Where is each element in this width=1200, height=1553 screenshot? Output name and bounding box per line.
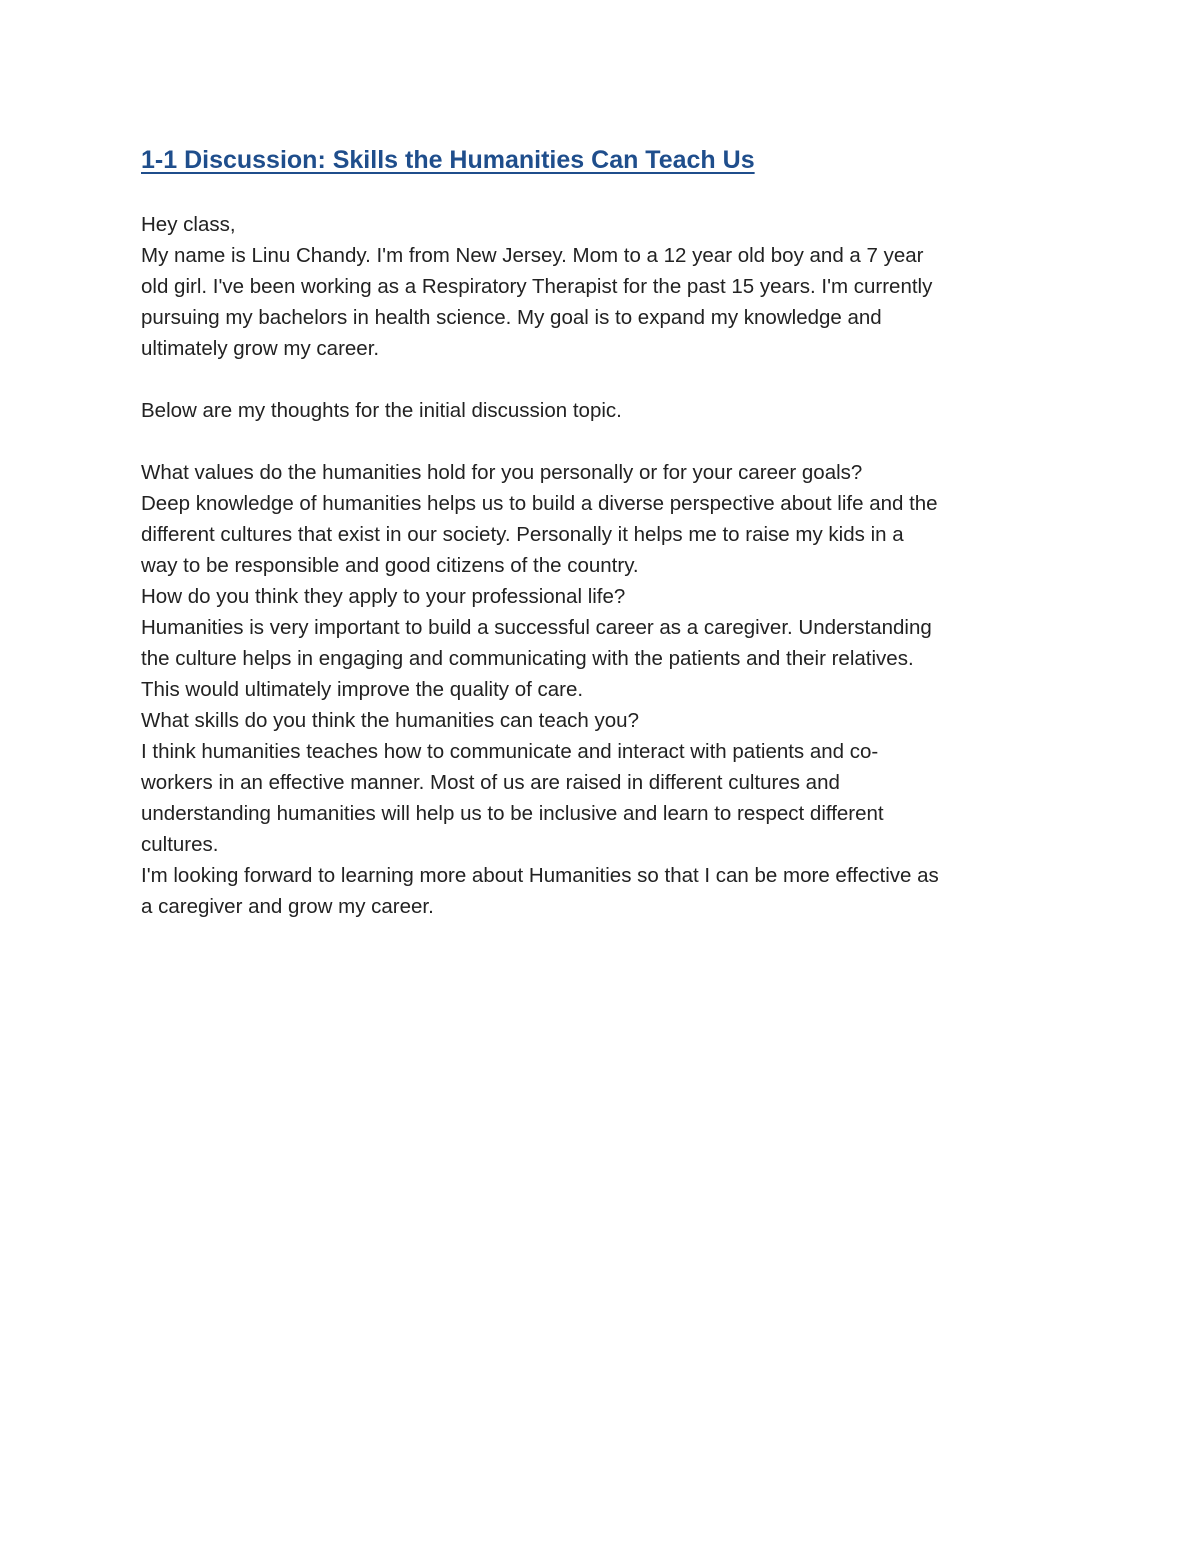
answer-line: workers in an effective manner. Most of us are raised in different cultures and [141,771,840,794]
lead-in-line: Below are my thoughts for the initial discussion topic. [141,399,622,422]
intro-line: old girl. I've been working as a Respiratory Therapist for the past 15 years. I'm currently [141,275,933,298]
document-title-link[interactable]: 1-1 Discussion: Skills the Humanities Can Teach Us [141,146,755,174]
question-line: How do you think they apply to your professional life? [141,585,626,608]
greeting-line: Hey class, [141,213,236,236]
intro-line: My name is Linu Chandy. I'm from New Jersey. Mom to a 12 year old boy and a 7 year [141,244,924,267]
answer-line: the culture helps in engaging and communicating with the patients and their relatives. [141,647,914,670]
answer-line: Deep knowledge of humanities helps us to build a diverse perspective about life and the [141,492,938,515]
paragraph-spacer [141,364,1071,395]
answer-line: way to be responsible and good citizens of the country. [141,554,639,577]
question-line: What skills do you think the humanities can teach you? [141,709,639,732]
answer-line: understanding humanities will help us to be inclusive and learn to respect different [141,802,884,825]
paragraph-spacer [141,426,1071,457]
closing-line: I'm looking forward to learning more about Humanities so that I can be more effective as [141,864,939,887]
answer-line: Humanities is very important to build a successful career as a caregiver. Understanding [141,616,932,639]
intro-line: ultimately grow my career. [141,337,380,360]
closing-line: a caregiver and grow my career. [141,895,434,918]
answer-line: I think humanities teaches how to communicate and interact with patients and co- [141,740,879,763]
question-line: What values do the humanities hold for you personally or for your career goals? [141,461,863,484]
answer-line: cultures. [141,833,219,856]
intro-line: pursuing my bachelors in health science. My goal is to expand my knowledge and [141,306,882,329]
document-body [141,209,1071,922]
answer-line: This would ultimately improve the quality of care. [141,678,584,701]
answer-line: different cultures that exist in our society. Personally it helps me to raise my kids in a [141,523,904,546]
